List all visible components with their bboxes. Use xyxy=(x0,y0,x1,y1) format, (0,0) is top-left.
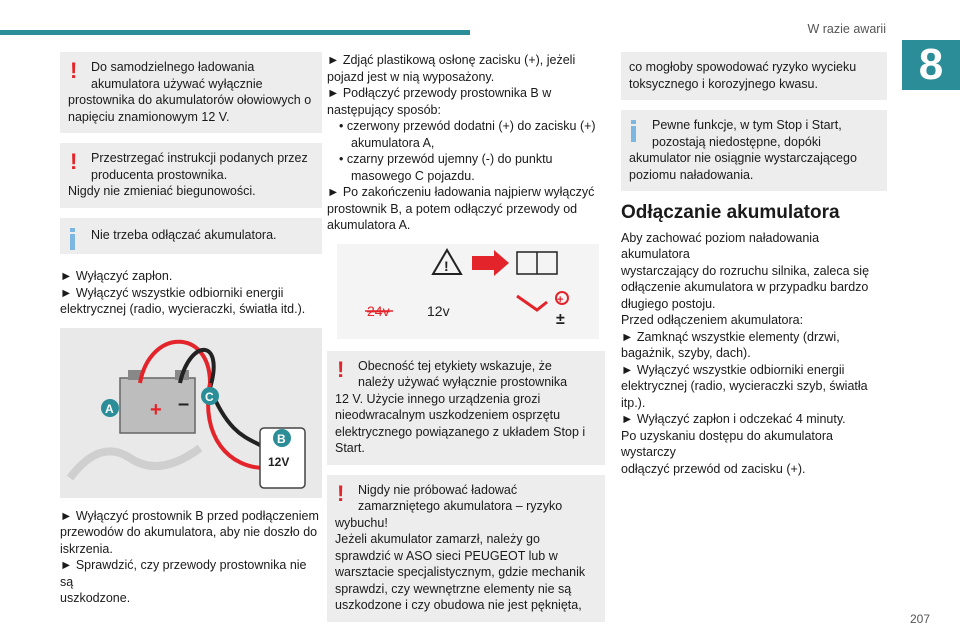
voltage-24v-crossed: 24v xyxy=(367,302,390,319)
info-box-stop-start: Pewne funkcje, w tym Stop i Start, pozostają niedostępne, dopóki akumulator nie osiągnie wystarczającego poziomu naładowania. xyxy=(621,110,887,191)
voltage-label-illustration xyxy=(337,244,599,339)
warning-icon: ! xyxy=(70,149,78,174)
warning-icon: ! xyxy=(337,480,345,506)
chapter-number: 8 xyxy=(902,40,960,90)
label-b: B xyxy=(277,431,286,446)
label-c: C xyxy=(205,389,214,404)
section-heading: Odłączanie akumulatora xyxy=(621,202,840,223)
engine-bay-diagram xyxy=(60,328,322,498)
warning-icon: ! xyxy=(337,356,345,382)
warning-box-instructions: ! Przestrzegać instrukcji podanych przez producenta prostownika. Nigdy nie zmieniać biegunowości. xyxy=(60,143,322,208)
svg-text:!: ! xyxy=(444,257,449,274)
svg-text:+: + xyxy=(150,398,162,421)
svg-text:+: + xyxy=(557,293,564,306)
label-12v: 12V xyxy=(268,454,290,469)
label-a: A xyxy=(105,401,114,416)
section-title: W razie awarii xyxy=(807,22,886,36)
column-3: co mogłoby spowodować ryzyko wycieku toksycznego i korozyjnego kwasu. Pewne funkcje, w tym Stop i Start, pozostają niedostępne, dopóki akumulator nie osiągnie wystarczającego poziomu naładowania. Odłączanie akumulatora Aby zachować poziom naładowania akumulatora wystarczający do rozruchu silnika, zaleca się odłączenie akumulatora w przypadku bardzo długiego postoju. Przed odłączeniem akumulatora: ► Zamknąć wszystkie elementy (drzwi, bagażnik, szyby, dach). ► Wyłączyć wszystkie odbiorniki energii elektrycznej (radio, wycieraczki szyb, światła itp.). ► Wyłączyć zapłon i odczekać 4 minuty. Po uzyskaniu dostępu do akumulatora wystarczy odłączyć przewód od zacisku (+). xyxy=(621,52,887,477)
column-2: ► Zdjąć plastikową osłonę zacisku (+), jeżeli pojazd jest w nią wyposażony. ► Podłączyć przewody prostownika B w następujący sposób: • czerwony przewód dodatni (+) do zacisku (+) akumulatora A, • czarny przewód ujemny (-) do punktu masowego C pojazdu. ► Po zakończeniu ładowania najpierw wyłączyć prostownik B, a potem odłączyć przewody od akumulatora A. ! + ± 24v 12v ! Obecność tej etykiety wskazuje, że należy używać wyłącznie prostownika 12 V. Użycie innego urządzenia grozi nieodwracalnym uszkodzeniem osprzętu elektrycznego powiązanego z układem Stop i Start. ! Nigdy nie próbować ładować zamarzniętego akumulatora – ryzyko wybuchu! Jeżeli akumulator zamarzł, należy go sprawdzić w ASO sieci PEUGEOT lub w warsztacie specjalistycznym, gdzie mechanik sprawdzi, czy wewnętrzne elementy nie są uszkodzone i czy obudowa nie jest pęknięta, xyxy=(327,52,605,632)
warning-icon: ! xyxy=(70,58,78,83)
svg-text:–: – xyxy=(178,392,190,415)
svg-text:±: ± xyxy=(556,310,565,328)
column-1: ! Do samodzielnego ładowania akumulatora używać wyłącznie prostownika do akumulatorów ołowiowych o napięciu znamionowym 12 V. ! Przestrzegać instrukcji podanych przez producenta prostownika. Nigdy nie zmieniać biegunowości. Nie trzeba odłączać akumulatora. ► Wyłączyć zapłon. ► Wyłączyć wszystkie odbiorniki energii elektrycznej (radio, wycieraczki, światła itd.). + – A C B 12V ► Wyłączyć prostownik B przed podłączeniem przewodów do akumulatora, aby nie doszło do iskrzenia. ► Sprawdzić, czy przewody prostownika nie są uszkodzone. xyxy=(60,52,322,607)
warning-box-frozen-battery: ! Nigdy nie próbować ładować zamarzniętego akumulatora – ryzyko wybuchu! Jeżeli akumulator zamarzł, należy go sprawdzić w ASO sieci PEUGEOT lub w warsztacie specjalistycznym, gdzie mechanik sprawdzi, czy wewnętrzne elementy nie są uszkodzone i czy obudowa nie jest pęknięta, xyxy=(327,475,605,622)
voltage-12v: 12v xyxy=(427,302,450,319)
info-box-no-disconnect: Nie trzeba odłączać akumulatora. xyxy=(60,218,322,255)
page-number: 207 xyxy=(909,612,930,626)
info-icon xyxy=(70,228,75,250)
warning-box-charger-type: ! Do samodzielnego ładowania akumulatora używać wyłącznie prostownika do akumulatorów ołowiowych o napięciu znamionowym 12 V. xyxy=(60,52,322,133)
info-icon xyxy=(631,120,636,142)
charger-label-diagram xyxy=(337,244,599,339)
warning-box-continued: co mogłoby spowodować ryzyko wycieku toksycznego i korozyjnego kwasu. xyxy=(621,52,887,100)
warning-box-12v-label: ! Obecność tej etykiety wskazuje, że należy używać wyłącznie prostownika 12 V. Użycie innego urządzenia grozi nieodwracalnym uszkodzeniem osprzętu elektrycznego powiązanego z układem Stop i Start. xyxy=(327,351,605,465)
battery-charging-illustration xyxy=(60,328,322,498)
header-accent-bar xyxy=(0,30,470,35)
